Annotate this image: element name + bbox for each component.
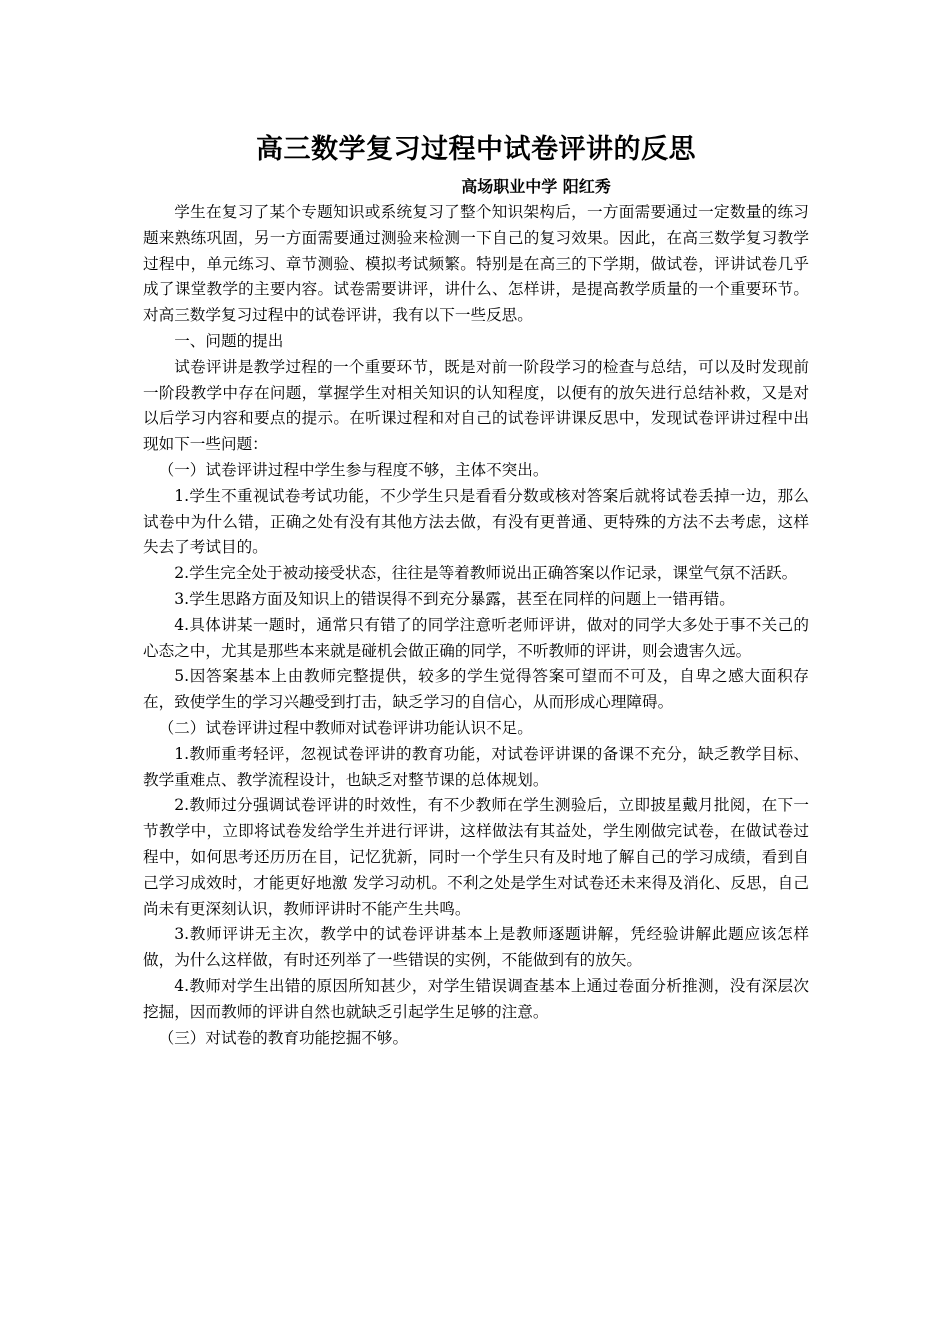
paragraph: 1.学生不重视试卷考试功能，不少学生只是看看分数或核对答案后就将试卷丢掉一边，那么试卷中为什么错，正确之处有没有其他方法去做，有没有更普通、更特殊的方法不去考虑，这样失去了考试目的。 [143,486,809,557]
subsection-heading: （二）试卷评讲过程中教师对试卷评讲功能认识不足。 [158,718,533,737]
document-author: 高场职业中学 阳红秀 [461,177,611,196]
paragraph: 2.学生完全处于被动接受状态，往往是等着教师说出正确答案以作记录，课堂气氛不活跃。 [174,564,798,583]
paragraph: 5.因答案基本上由教师完整提供，较多的学生觉得答案可望而不可及，自卑之感大面积存在，致使学生的学习兴趣受到打击，缺乏学习的自信心，从而形成心理障碍。 [143,667,809,712]
document-body [143,200,809,1051]
document-page [143,130,809,1051]
paragraph: 3.教师评讲无主次，教学中的试卷评讲基本上是教师逐题讲解，凭经验讲解此题应该怎样做，为什么这样做，有时还列举了一些错误的实例，不能做到有的放矢。 [143,925,809,970]
paragraph: 4.教师对学生出错的原因所知甚少，对学生错误调查基本上通过卷面分析推测，没有深层次挖掘，因而教师的评讲自然也就缺乏引起学生足够的注意。 [143,976,809,1021]
section-heading: 一、问题的提出 [174,331,284,350]
paragraph: 2.教师过分强调试卷评讲的时效性，有不少教师在学生测验后，立即披星戴月批阅，在下一节教学中，立即将试卷发给学生并进行评讲，这样做法有其益处，学生刚做完试卷，在做试卷过程中，如何思考还历历在目，记忆犹新，同时一个学生只有及时地了解自己的学习成绩，看到自己学习成效时，才能更好地激 发学习动机。不利之处是学生对试卷还未来得及消化、反思，自己尚未有更深刻认识，教师评讲时不能产生共鸣。 [143,796,809,918]
paragraph: 3.学生思路方面及知识上的错误得不到充分暴露，甚至在同样的问题上一错再错。 [174,589,735,608]
paragraph: 学生在复习了某个专题知识或系统复习了整个知识架构后，一方面需要通过一定数量的练习题来熟练巩固，另一方面需要通过测验来检测一下自己的复习效果。因此，在高三数学复习教学过程中，单元练习、章节测验、模拟考试频繁。特别是在高三的下学期，做试卷，评讲试卷几乎成了课堂教学的主要内容。试卷需要讲评，讲什么、怎样讲，是提高教学质量的一个重要环节。对高三数学复习过程中的试卷评讲，我有以下一些反思。 [143,203,809,325]
paragraph: 1.教师重考轻评，忽视试卷评讲的教育功能，对试卷评讲课的备课不充分，缺乏教学目标、教学重难点、教学流程设计，也缺乏对整节课的总体规划。 [143,744,809,789]
subsection-heading: （一）试卷评讲过程中学生参与程度不够，主体不突出。 [158,460,549,479]
subsection-heading: （三）对试卷的教育功能挖掘不够。 [158,1028,409,1047]
document-title: 高三数学复习过程中试卷评讲的反思 [256,134,696,165]
paragraph: 试卷评讲是教学过程的一个重要环节，既是对前一阶段学习的检查与总结，可以及时发现前一阶段教学中存在问题，掌握学生对相关知识的认知程度，以便有的放矢进行总结补救，又是对以后学习内容和要点的提示。在听课过程和对自己的试卷评讲课反思中，发现试卷评讲过程中出现如下一些问题： [143,357,809,454]
paragraph: 4.具体讲某一题时，通常只有错了的同学注意听老师评讲，做对的同学大多处于事不关己的心态之中，尤其是那些本来就是碰机会做正确的同学，不听教师的评讲，则会遗害久远。 [143,615,809,660]
